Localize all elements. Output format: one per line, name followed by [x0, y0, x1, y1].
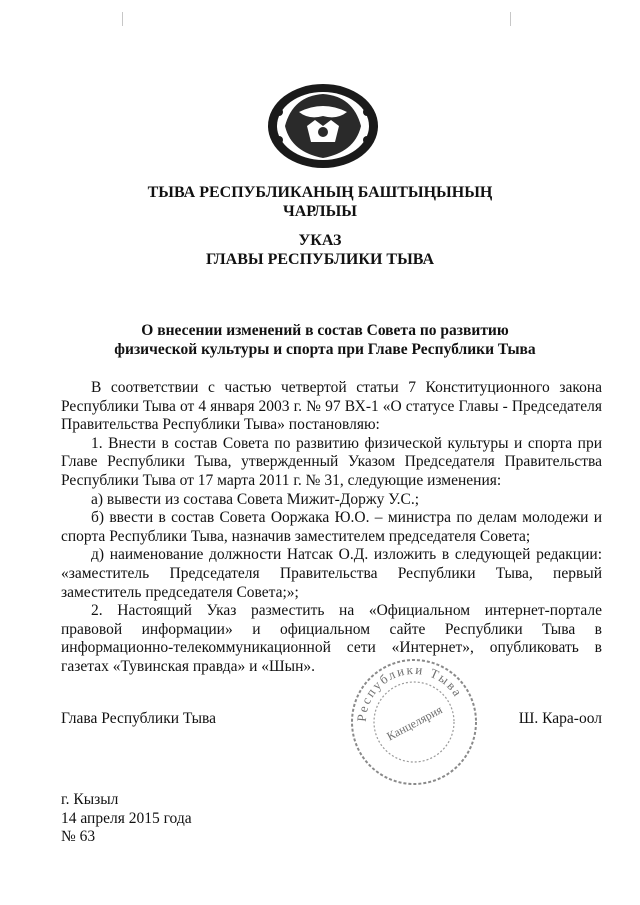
decree-city: г. Кызыл: [61, 791, 119, 808]
header-line: ЧАРЛЫЫ: [282, 203, 357, 220]
item-a-paragraph: а) вывести из состава Совета Мижит-Доржу У.С.;: [91, 490, 420, 508]
signatory-position: Глава Республики Тыва: [61, 710, 217, 727]
decree-body: [61, 379, 602, 677]
decree-title: [0, 231, 640, 269]
tuva-emblem-icon: [263, 82, 383, 172]
preamble-paragraph: В соответствии с частью четвертой статьи 7 Конституционного закона Республики Тыва от 4 января 2003 г. № 97 ВХ-1 «О статусе Главы - Председателя Правительства Республики Тыва» постановляю:: [61, 379, 602, 434]
stamp-inner-text: Канцелярия: [384, 702, 445, 744]
header-title: [0, 183, 640, 221]
header-line: УКАЗ: [298, 232, 342, 249]
item-2-paragraph: 2. Настоящий Указ разместить на «Официальном интернет-портале правовой информации» и официальном сайте Республики Тыва в информационно-телекоммуникационной сети «Интернет», опубликовать в газетах «Тувинская правда» и «Шын».: [61, 602, 602, 675]
subject-line: физической культуры и спорта при Главе Республики Тыва: [114, 341, 536, 358]
header-line: ТЫВА РЕСПУБЛИКАНЫҢ БАШТЫҢЫНЫҢ: [147, 184, 493, 201]
official-stamp: [344, 652, 484, 792]
decree-footer: [61, 791, 192, 847]
signatory-name: Ш. Кара-оол: [518, 710, 602, 727]
header-line: ГЛАВЫ РЕСПУБЛИКИ ТЫВА: [205, 251, 434, 268]
item-b-paragraph: б) ввести в состав Совета Ооржака Ю.О. – министра по делам молодежи и спорта Республики Тыва, назначив заместителем председателя Совета;: [61, 509, 602, 545]
decree-date: 14 апреля 2015 года: [61, 809, 192, 827]
decree-number: № 63: [61, 828, 96, 846]
subject-line: О внесении изменений в состав Совета по развитию: [141, 322, 509, 339]
scan-mark: [122, 12, 123, 26]
svg-text:Республики Тыва: [354, 662, 466, 722]
scan-mark: [510, 12, 511, 26]
item-d-paragraph: д) наименование должности Натсак О.Д. изложить в следующей редакции: «заместитель Председателя Правительства Республики Тыва, первый заместитель председателя Совета;»;: [61, 546, 602, 601]
item-1-paragraph: 1. Внести в состав Совета по развитию физической культуры и спорта при Главе Республики Тыва, утвержденный Указом Председателя Правительства Республики Тыва от 17 марта 2011 г. № 31, следующие изменения:: [61, 434, 602, 489]
stamp-outer-text: Республики Тыва: [353, 661, 467, 723]
decree-subject: [60, 321, 590, 359]
